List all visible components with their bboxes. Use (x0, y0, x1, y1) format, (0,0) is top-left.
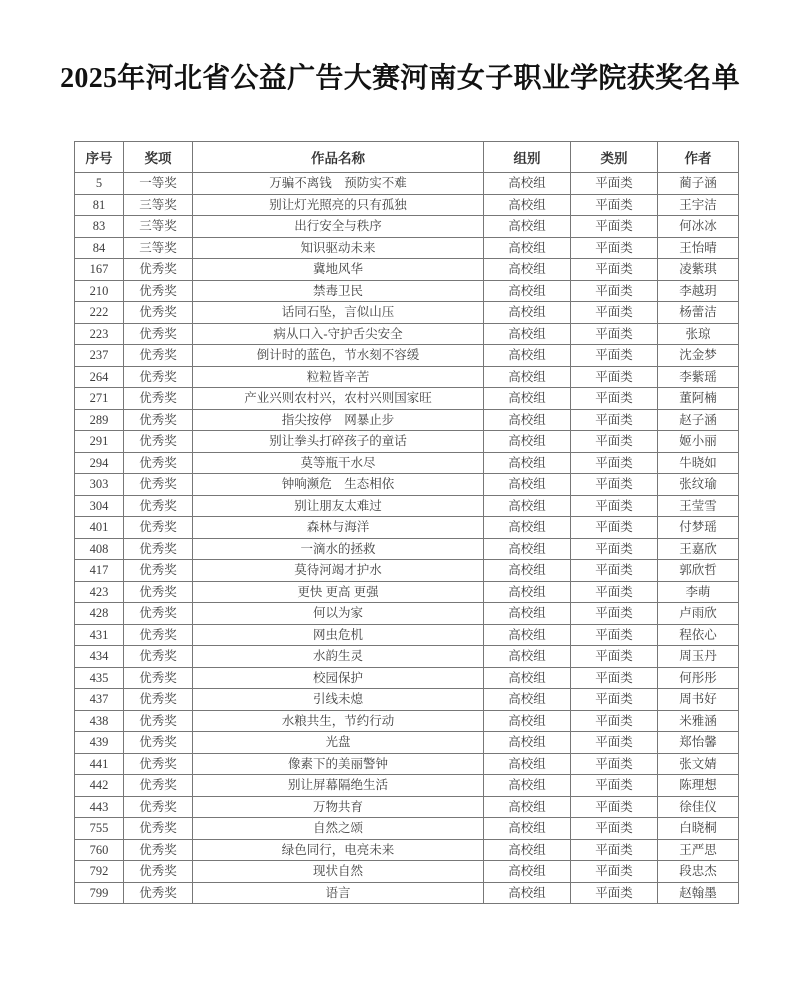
table-row (75, 861, 739, 883)
cell-author: 张纹瑜 (658, 474, 739, 496)
cell-award: 优秀奖 (124, 538, 193, 560)
cell-category: 平面类 (571, 603, 658, 625)
cell-group: 高校组 (484, 323, 571, 345)
cell-work-title: 倒计时的蓝色，节水刻不容缓 (193, 345, 484, 367)
table-row (75, 517, 739, 539)
cell-index: 438 (75, 710, 124, 732)
table-row (75, 280, 739, 302)
table-row (75, 409, 739, 431)
cell-award: 优秀奖 (124, 882, 193, 904)
table-row (75, 388, 739, 410)
cell-work-title: 更快 更高 更强 (193, 581, 484, 603)
cell-index: 289 (75, 409, 124, 431)
table-row (75, 323, 739, 345)
cell-work-title: 光盘 (193, 732, 484, 754)
table-row (75, 839, 739, 861)
cell-group: 高校组 (484, 345, 571, 367)
cell-award: 优秀奖 (124, 409, 193, 431)
cell-group: 高校组 (484, 646, 571, 668)
cell-category: 平面类 (571, 259, 658, 281)
cell-work-title: 水粮共生，节约行动 (193, 710, 484, 732)
cell-award: 优秀奖 (124, 796, 193, 818)
table-row (75, 710, 739, 732)
cell-group: 高校组 (484, 517, 571, 539)
cell-author: 王嘉欣 (658, 538, 739, 560)
cell-category: 平面类 (571, 667, 658, 689)
cell-group: 高校组 (484, 775, 571, 797)
cell-work-title: 粒粒皆辛苦 (193, 366, 484, 388)
cell-group: 高校组 (484, 839, 571, 861)
cell-author: 王莹雪 (658, 495, 739, 517)
cell-index: 81 (75, 194, 124, 216)
cell-category: 平面类 (571, 237, 658, 259)
cell-category: 平面类 (571, 775, 658, 797)
cell-award: 优秀奖 (124, 323, 193, 345)
cell-work-title: 莫待河竭才护水 (193, 560, 484, 582)
cell-group: 高校组 (484, 409, 571, 431)
cell-author: 付梦瑶 (658, 517, 739, 539)
cell-category: 平面类 (571, 280, 658, 302)
table-row (75, 259, 739, 281)
table-row (75, 237, 739, 259)
cell-category: 平面类 (571, 388, 658, 410)
cell-work-title: 产业兴则农村兴，农村兴则国家旺 (193, 388, 484, 410)
cell-index: 401 (75, 517, 124, 539)
cell-group: 高校组 (484, 237, 571, 259)
cell-index: 755 (75, 818, 124, 840)
cell-award: 优秀奖 (124, 452, 193, 474)
cell-author: 何冰冰 (658, 216, 739, 238)
cell-group: 高校组 (484, 216, 571, 238)
table-row (75, 689, 739, 711)
cell-group: 高校组 (484, 818, 571, 840)
cell-work-title: 莫等瓶干水尽 (193, 452, 484, 474)
cell-index: 435 (75, 667, 124, 689)
cell-author: 段忠杰 (658, 861, 739, 883)
cell-category: 平面类 (571, 302, 658, 324)
cell-group: 高校组 (484, 452, 571, 474)
column-header-author: 作者 (658, 142, 739, 173)
cell-author: 张文婧 (658, 753, 739, 775)
cell-author: 周玉丹 (658, 646, 739, 668)
cell-author: 赵子涵 (658, 409, 739, 431)
cell-category: 平面类 (571, 323, 658, 345)
cell-work-title: 万骗不离钱 预防实不难 (193, 173, 484, 195)
cell-author: 杨蕾洁 (658, 302, 739, 324)
cell-index: 303 (75, 474, 124, 496)
cell-author: 郭欣哲 (658, 560, 739, 582)
cell-award: 优秀奖 (124, 646, 193, 668)
cell-category: 平面类 (571, 366, 658, 388)
cell-author: 王严思 (658, 839, 739, 861)
cell-author: 白晓桐 (658, 818, 739, 840)
cell-group: 高校组 (484, 710, 571, 732)
cell-work-title: 校园保护 (193, 667, 484, 689)
cell-work-title: 网虫危机 (193, 624, 484, 646)
cell-award: 优秀奖 (124, 345, 193, 367)
cell-work-title: 出行安全与秩序 (193, 216, 484, 238)
cell-group: 高校组 (484, 732, 571, 754)
cell-award: 三等奖 (124, 216, 193, 238)
table-row (75, 581, 739, 603)
cell-author: 徐佳仪 (658, 796, 739, 818)
cell-award: 优秀奖 (124, 775, 193, 797)
cell-category: 平面类 (571, 216, 658, 238)
table-row (75, 753, 739, 775)
cell-category: 平面类 (571, 732, 658, 754)
cell-category: 平面类 (571, 753, 658, 775)
cell-index: 441 (75, 753, 124, 775)
cell-work-title: 何以为家 (193, 603, 484, 625)
cell-category: 平面类 (571, 538, 658, 560)
cell-group: 高校组 (484, 474, 571, 496)
cell-work-title: 指尖按停 网暴止步 (193, 409, 484, 431)
table-row (75, 216, 739, 238)
cell-group: 高校组 (484, 259, 571, 281)
cell-author: 董阿楠 (658, 388, 739, 410)
table-row (75, 452, 739, 474)
cell-work-title: 万物共育 (193, 796, 484, 818)
table-row (75, 560, 739, 582)
table-row (75, 194, 739, 216)
cell-group: 高校组 (484, 431, 571, 453)
cell-group: 高校组 (484, 689, 571, 711)
table-row (75, 818, 739, 840)
cell-author: 沈金梦 (658, 345, 739, 367)
cell-category: 平面类 (571, 861, 658, 883)
cell-group: 高校组 (484, 280, 571, 302)
cell-award: 优秀奖 (124, 495, 193, 517)
cell-author: 何彤彤 (658, 667, 739, 689)
cell-index: 83 (75, 216, 124, 238)
cell-author: 姬小丽 (658, 431, 739, 453)
cell-work-title: 森林与海洋 (193, 517, 484, 539)
cell-index: 304 (75, 495, 124, 517)
cell-work-title: 别让拳头打碎孩子的童话 (193, 431, 484, 453)
page-title: 2025年河北省公益广告大赛河南女子职业学院获奖名单 (60, 63, 740, 94)
cell-index: 167 (75, 259, 124, 281)
cell-group: 高校组 (484, 861, 571, 883)
cell-group: 高校组 (484, 603, 571, 625)
cell-category: 平面类 (571, 581, 658, 603)
cell-author: 程依心 (658, 624, 739, 646)
cell-award: 优秀奖 (124, 753, 193, 775)
cell-award: 优秀奖 (124, 280, 193, 302)
cell-author: 张琼 (658, 323, 739, 345)
table-row (75, 646, 739, 668)
table-row (75, 603, 739, 625)
cell-group: 高校组 (484, 796, 571, 818)
cell-author: 陈理想 (658, 775, 739, 797)
table-row (75, 775, 739, 797)
cell-work-title: 知识驱动未来 (193, 237, 484, 259)
cell-work-title: 一滴水的拯救 (193, 538, 484, 560)
cell-work-title: 水韵生灵 (193, 646, 484, 668)
cell-work-title: 话同石坠，言似山压 (193, 302, 484, 324)
table-row (75, 882, 739, 904)
cell-author: 李紫瑶 (658, 366, 739, 388)
cell-work-title: 别让灯光照亮的只有孤独 (193, 194, 484, 216)
table-row (75, 345, 739, 367)
cell-category: 平面类 (571, 796, 658, 818)
cell-award: 优秀奖 (124, 259, 193, 281)
cell-author: 蔺子涵 (658, 173, 739, 195)
cell-work-title: 语言 (193, 882, 484, 904)
cell-author: 米雅涵 (658, 710, 739, 732)
cell-group: 高校组 (484, 753, 571, 775)
cell-index: 223 (75, 323, 124, 345)
column-header-group: 组别 (484, 142, 571, 173)
cell-index: 437 (75, 689, 124, 711)
cell-award: 优秀奖 (124, 624, 193, 646)
cell-index: 210 (75, 280, 124, 302)
column-header-work-title: 作品名称 (193, 142, 484, 173)
cell-work-title: 冀地风华 (193, 259, 484, 281)
cell-index: 431 (75, 624, 124, 646)
cell-award: 优秀奖 (124, 560, 193, 582)
table-row (75, 302, 739, 324)
cell-category: 平面类 (571, 409, 658, 431)
cell-index: 271 (75, 388, 124, 410)
cell-award: 优秀奖 (124, 431, 193, 453)
cell-category: 平面类 (571, 474, 658, 496)
cell-category: 平面类 (571, 173, 658, 195)
cell-category: 平面类 (571, 345, 658, 367)
column-header-category: 类别 (571, 142, 658, 173)
cell-index: 799 (75, 882, 124, 904)
cell-group: 高校组 (484, 624, 571, 646)
cell-category: 平面类 (571, 495, 658, 517)
cell-award: 优秀奖 (124, 581, 193, 603)
cell-group: 高校组 (484, 194, 571, 216)
table-row (75, 366, 739, 388)
cell-author: 卢雨欣 (658, 603, 739, 625)
cell-award: 优秀奖 (124, 732, 193, 754)
cell-author: 牛晓如 (658, 452, 739, 474)
cell-work-title: 自然之颂 (193, 818, 484, 840)
table-row (75, 173, 739, 195)
cell-index: 428 (75, 603, 124, 625)
cell-index: 408 (75, 538, 124, 560)
cell-group: 高校组 (484, 302, 571, 324)
cell-award: 优秀奖 (124, 861, 193, 883)
cell-author: 王怡晴 (658, 237, 739, 259)
cell-author: 郑怡馨 (658, 732, 739, 754)
cell-index: 442 (75, 775, 124, 797)
cell-category: 平面类 (571, 452, 658, 474)
cell-award: 优秀奖 (124, 517, 193, 539)
cell-work-title: 钟响濒危 生态相依 (193, 474, 484, 496)
cell-group: 高校组 (484, 560, 571, 582)
cell-category: 平面类 (571, 689, 658, 711)
column-header-award: 奖项 (124, 142, 193, 173)
cell-category: 平面类 (571, 839, 658, 861)
table-row (75, 538, 739, 560)
cell-index: 5 (75, 173, 124, 195)
cell-group: 高校组 (484, 667, 571, 689)
cell-category: 平面类 (571, 646, 658, 668)
cell-category: 平面类 (571, 882, 658, 904)
cell-index: 434 (75, 646, 124, 668)
cell-index: 792 (75, 861, 124, 883)
cell-author: 凌紫琪 (658, 259, 739, 281)
cell-work-title: 别让屏幕隔绝生活 (193, 775, 484, 797)
cell-author: 周书好 (658, 689, 739, 711)
cell-work-title: 引线未熄 (193, 689, 484, 711)
cell-index: 237 (75, 345, 124, 367)
table-header-row (75, 142, 739, 173)
cell-group: 高校组 (484, 388, 571, 410)
table-row (75, 624, 739, 646)
cell-work-title: 病从口入-守护舌尖安全 (193, 323, 484, 345)
cell-index: 417 (75, 560, 124, 582)
table-row (75, 796, 739, 818)
table-row (75, 431, 739, 453)
cell-work-title: 别让朋友太难过 (193, 495, 484, 517)
table-row (75, 495, 739, 517)
cell-work-title: 绿色同行，电亮未来 (193, 839, 484, 861)
cell-index: 443 (75, 796, 124, 818)
cell-group: 高校组 (484, 173, 571, 195)
table-row (75, 667, 739, 689)
cell-award: 优秀奖 (124, 839, 193, 861)
cell-group: 高校组 (484, 581, 571, 603)
cell-author: 赵翰墨 (658, 882, 739, 904)
table-body (75, 173, 739, 904)
cell-author: 李萌 (658, 581, 739, 603)
cell-group: 高校组 (484, 538, 571, 560)
cell-award: 优秀奖 (124, 818, 193, 840)
cell-group: 高校组 (484, 495, 571, 517)
cell-category: 平面类 (571, 431, 658, 453)
cell-award: 优秀奖 (124, 603, 193, 625)
cell-category: 平面类 (571, 624, 658, 646)
cell-award: 优秀奖 (124, 388, 193, 410)
cell-award: 优秀奖 (124, 474, 193, 496)
cell-award: 优秀奖 (124, 710, 193, 732)
cell-category: 平面类 (571, 710, 658, 732)
cell-index: 222 (75, 302, 124, 324)
cell-group: 高校组 (484, 882, 571, 904)
cell-award: 三等奖 (124, 237, 193, 259)
cell-index: 423 (75, 581, 124, 603)
column-header-index: 序号 (75, 142, 124, 173)
cell-author: 王宇洁 (658, 194, 739, 216)
cell-award: 优秀奖 (124, 302, 193, 324)
cell-category: 平面类 (571, 517, 658, 539)
cell-index: 760 (75, 839, 124, 861)
cell-index: 84 (75, 237, 124, 259)
cell-index: 439 (75, 732, 124, 754)
cell-award: 三等奖 (124, 194, 193, 216)
cell-author: 李越玥 (658, 280, 739, 302)
cell-award: 优秀奖 (124, 667, 193, 689)
cell-category: 平面类 (571, 818, 658, 840)
cell-group: 高校组 (484, 366, 571, 388)
cell-work-title: 禁毒卫民 (193, 280, 484, 302)
awards-table (74, 141, 739, 904)
cell-award: 一等奖 (124, 173, 193, 195)
cell-index: 264 (75, 366, 124, 388)
cell-work-title: 像素下的美丽警钟 (193, 753, 484, 775)
cell-award: 优秀奖 (124, 689, 193, 711)
table-row (75, 474, 739, 496)
cell-index: 291 (75, 431, 124, 453)
cell-work-title: 现状自然 (193, 861, 484, 883)
cell-index: 294 (75, 452, 124, 474)
cell-category: 平面类 (571, 194, 658, 216)
table-row (75, 732, 739, 754)
cell-category: 平面类 (571, 560, 658, 582)
cell-award: 优秀奖 (124, 366, 193, 388)
